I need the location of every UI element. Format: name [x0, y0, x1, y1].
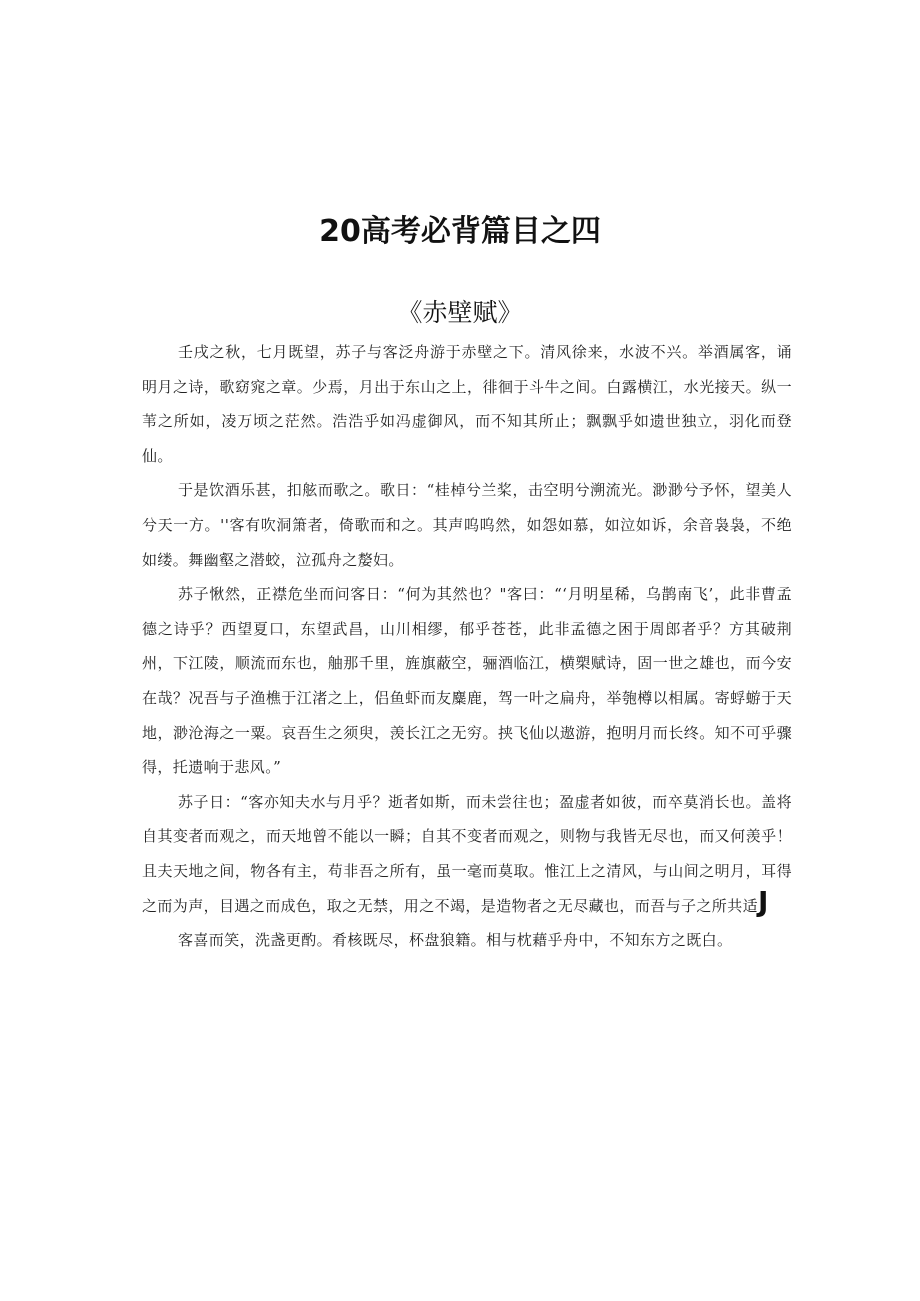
paragraph-2: 于是饮酒乐甚，扣舷而歌之。歌日：“桂棹兮兰桨，击空明兮溯流光。渺渺兮予怀，望美人兮天一方。''客有吹洞箫者，倚歌而和之。其声呜呜然，如怨如慕，如泣如诉，余音袅袅，不绝如缕。舞幽壑之潜蛟，泣孤舟之嫠妇。: [142, 481, 792, 569]
paragraph-5: 客喜而笑，洗盏更酌。肴核既尽，杯盘狼籍。相与枕藉乎舟中，不知东方之既白。: [178, 931, 733, 950]
poem-title: 《赤壁赋》: [397, 298, 523, 327]
paragraph-1: 壬戌之秋，七月既望，苏子与客泛舟游于赤壁之下。清风徐来，水波不兴。举酒属客，诵明月之诗，歌窈窕之章。少焉，月出于东山之上，徘徊于斗牛之间。白露横江，水光接天。纵一苇之所如，凌万顷之茫然。浩浩乎如冯虚御风，而不知其所止；飘飘乎如遗世独立，羽化而登仙。: [142, 343, 792, 465]
paragraph-4-text: 苏子日：“客亦知夫水与月乎？逝者如斯，而未尝往也；盈虚者如彼，而卒莫消长也。盖将自其变者而观之，而天地曾不能以一瞬；自其不变者而观之，则物与我皆无尽也，而又何羡乎！且夫天地之间，物各有主，苟非吾之所有，虽一毫而莫取。惟江上之清风，与山间之明月，耳得之而为声，目遇之而成色，取之无禁，用之不竭，是造物者之无尽藏也，而吾与子之所共适: [142, 792, 792, 915]
paragraph-3: 苏子愀然，正襟危坐而问客日：“何为其然也？"客曰：“‘月明星稀，乌鹊南飞’，此非曹孟德之诗乎？西望夏口，东望武昌，山川相缪，郁乎苍苍，此非孟德之困于周郎者乎？方其破荆州，下江陵，顺流而东也，舳那千里，旌旗蔽空，骊酒临江，横槊赋诗，固一世之雄也，而今安在哉？况吾与子渔樵于江渚之上，侣鱼虾而友麋鹿，驾一叶之扁舟，举匏樽以相属。寄蜉蝣于天地，渺沧海之一粟。哀吾生之须臾，羡长江之无穷。挟飞仙以遨游，抱明月而长终。知不可乎骤得，托遗响于悲风。”: [142, 585, 792, 777]
cursor-glyph: J: [758, 884, 769, 918]
poem-body: [142, 335, 792, 958]
paragraph-4: [142, 785, 792, 923]
page-title: 20高考必背篇目之四: [319, 214, 601, 249]
